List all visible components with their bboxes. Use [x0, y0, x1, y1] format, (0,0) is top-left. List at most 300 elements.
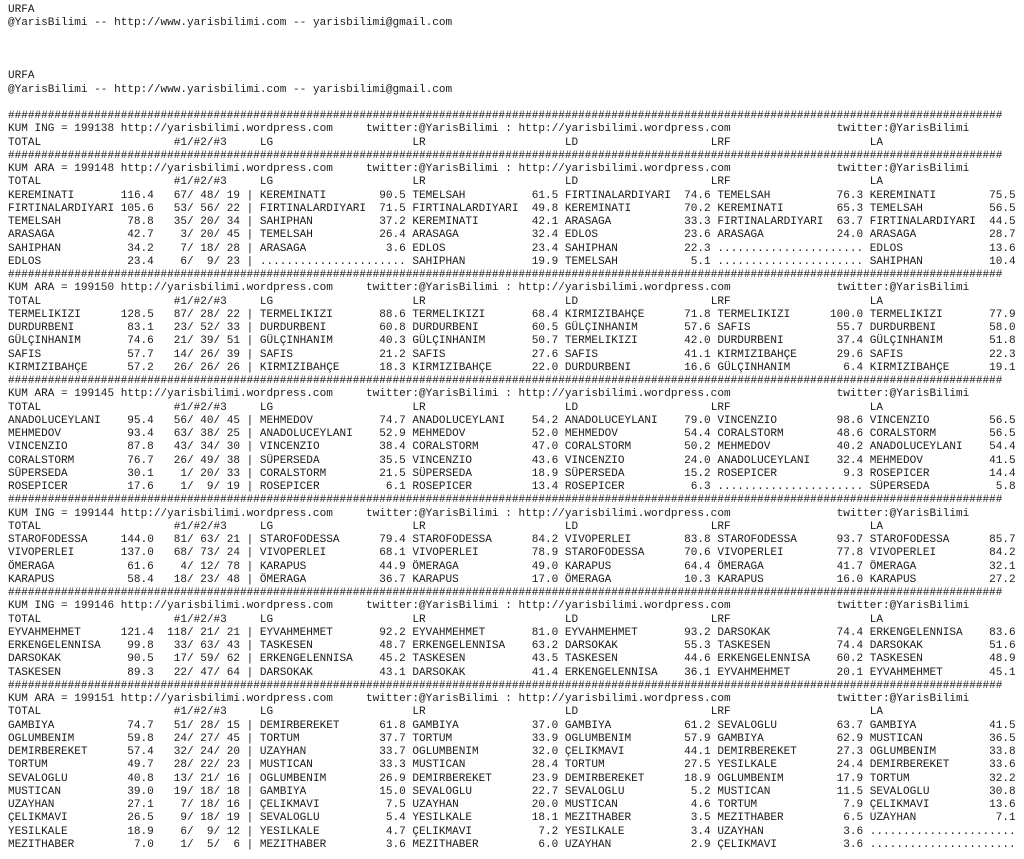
- lrf-score: 63.7: [836, 719, 864, 732]
- placing-2: 26: [200, 348, 214, 361]
- result-row: [8, 349, 1020, 362]
- lr-horse: OGLUMBENIM: [412, 746, 479, 758]
- slash: /: [186, 772, 194, 785]
- slash: /: [186, 759, 194, 772]
- ld-horse: ERKENGELENNISA: [564, 666, 658, 679]
- placing-3: 20: [226, 746, 240, 758]
- la-horse: EYVAHMEHMET: [869, 666, 943, 679]
- slash: /: [186, 229, 194, 242]
- ld-score: 2.9: [690, 838, 711, 851]
- lg-horse: SÜPERSEDA: [259, 454, 320, 467]
- la-horse: KEREMINATI: [869, 189, 937, 202]
- placing-1: 22: [173, 666, 187, 679]
- total-score: 89.3: [127, 666, 154, 679]
- lrf-horse: KIRMIZIBAHÇE: [717, 348, 797, 361]
- lr-score: 49.0: [531, 560, 559, 573]
- slash: /: [213, 216, 221, 228]
- ld-score: 42.0: [684, 335, 711, 348]
- col-header-lr: LR: [412, 401, 426, 414]
- ld-score: 61.2: [684, 719, 711, 732]
- lr-score: 78.9: [531, 547, 559, 560]
- total-score: 83.1: [127, 322, 154, 334]
- la-score: 58.0: [989, 322, 1016, 334]
- column-header-row: [8, 137, 1020, 150]
- blog-link: http://yarisbilimi.wordpress.com: [518, 282, 731, 295]
- lr-horse: VIVOPERLEI: [412, 547, 479, 560]
- placing-3: 28: [226, 242, 240, 255]
- horse-name: UZAYHAN: [8, 799, 55, 811]
- lg-score: 92.2: [379, 626, 406, 639]
- result-row: [8, 256, 1020, 269]
- la-empty-slot: ......................: [869, 825, 1016, 838]
- column-divider: |: [246, 560, 254, 573]
- ld-horse: MUSTICAN: [564, 799, 618, 811]
- placing-3: 62: [226, 653, 240, 666]
- result-row: [8, 309, 1020, 322]
- ld-score: 33.3: [684, 216, 711, 228]
- lrf-empty-slot: ......................: [717, 481, 864, 493]
- site-contact-line: [8, 84, 1020, 97]
- horse-name: GÜLÇINHANIM: [8, 335, 81, 348]
- slash: /: [186, 653, 194, 666]
- la-horse: UZAYHAN: [869, 812, 917, 825]
- slash: /: [186, 785, 194, 798]
- placing-3: 34: [226, 216, 240, 228]
- horse-name: EYVAHMEHMET: [8, 626, 81, 639]
- lrf-horse: STAROFODESSA: [717, 534, 797, 546]
- column-divider: |: [246, 481, 254, 493]
- placing-1: 24: [173, 732, 187, 745]
- slash: /: [213, 812, 221, 825]
- dash-separator: --: [94, 17, 108, 30]
- placing-3: 39: [226, 348, 240, 361]
- lg-score: 18.3: [379, 361, 406, 374]
- col-header-lr: LR: [412, 136, 426, 149]
- lg-horse: CORALSTORM: [259, 467, 327, 480]
- lrf-score: 65.3: [836, 202, 864, 215]
- col-header-ld: LD: [564, 706, 579, 719]
- race-info-line: [8, 123, 1020, 136]
- slash: /: [186, 838, 194, 851]
- ld-horse: GAMBIYA: [564, 719, 612, 732]
- slash: /: [186, 626, 194, 639]
- blog-link: http://yarisbilimi.wordpress.com: [518, 693, 731, 705]
- lr-score: 6.0: [538, 838, 559, 851]
- horse-name: TERMELIKIZI: [8, 308, 81, 321]
- lr-horse: MEHMEDOV: [412, 428, 466, 440]
- lg-horse: SAHIPHAN: [259, 216, 313, 228]
- placing-2: 18: [200, 799, 214, 811]
- lr-horse: TORTUM: [412, 732, 453, 745]
- slash: /: [186, 640, 194, 652]
- ld-horse: TASKESEN: [564, 653, 618, 666]
- lr-score: 22.0: [531, 361, 559, 374]
- placing-3: 33: [226, 322, 240, 334]
- twitter-handle: twitter:@YarisBilimi: [836, 693, 970, 705]
- lg-horse: FIRTINALARDIYARI: [259, 202, 366, 215]
- placing-1: 26: [173, 454, 187, 467]
- colon-separator: :: [505, 282, 512, 295]
- total-score: 74.7: [127, 719, 154, 732]
- blog-link: http://yarisbilimi.wordpress.com: [120, 600, 333, 613]
- placing-2: 56: [200, 202, 214, 215]
- lg-horse: KEREMINATI: [259, 189, 327, 202]
- placing-1: 9: [180, 812, 187, 825]
- slash: /: [186, 216, 194, 228]
- lrf-score: 93.7: [836, 534, 864, 546]
- column-divider: |: [246, 308, 254, 321]
- total-score: 144.0: [120, 534, 154, 546]
- column-divider: |: [246, 202, 254, 215]
- slash: /: [186, 719, 194, 732]
- lg-score: 33.3: [379, 759, 406, 772]
- lrf-horse: DEMIRBEREKET: [717, 746, 797, 758]
- la-score: 30.8: [989, 785, 1016, 798]
- placing-2: 24: [200, 746, 214, 758]
- lg-horse: ÇELIKMAVI: [259, 799, 320, 811]
- city-name: URFA: [8, 70, 35, 83]
- placing-1: 68: [173, 547, 187, 560]
- blank-line: [8, 97, 1020, 110]
- slash: /: [213, 428, 221, 440]
- lg-horse: STAROFODESSA: [259, 534, 340, 546]
- lg-score: 21.2: [379, 348, 406, 361]
- lr-score: 50.7: [531, 335, 559, 348]
- placing-2: 18: [200, 242, 214, 255]
- column-divider: |: [246, 640, 254, 652]
- lrf-score: 6.5: [843, 812, 864, 825]
- lrf-score: 98.6: [836, 414, 864, 427]
- lrf-score: 37.4: [836, 335, 864, 348]
- lg-horse: MEZITHABER: [259, 838, 327, 851]
- total-score: 39.0: [127, 785, 154, 798]
- col-header-lrf: LRF: [710, 401, 731, 414]
- slash: /: [186, 732, 194, 745]
- column-divider: |: [246, 467, 254, 480]
- website-url: http://www.yarisbilimi.com: [114, 17, 287, 30]
- column-header-row: [8, 614, 1020, 627]
- la-score: 83.6: [989, 626, 1016, 639]
- slash: /: [186, 481, 194, 493]
- placing-1: 32: [173, 746, 187, 758]
- lrf-empty-slot: ......................: [717, 255, 864, 268]
- la-horse: SAHIPHAN: [869, 255, 923, 268]
- la-score: 51.8: [989, 335, 1016, 348]
- lg-score: 68.1: [379, 547, 406, 560]
- result-row: [8, 534, 1020, 547]
- placing-2: 21: [200, 626, 214, 639]
- result-row: [8, 720, 1020, 733]
- ld-score: 79.0: [684, 414, 711, 427]
- horse-name: ANADOLUCEYLANI: [8, 414, 101, 427]
- lg-score: 26.9: [379, 772, 406, 785]
- lrf-score: 29.6: [836, 348, 864, 361]
- ld-score: 5.2: [690, 785, 711, 798]
- lr-horse: ANADOLUCEYLANI: [412, 414, 506, 427]
- slash: /: [213, 414, 221, 427]
- blank-line: [8, 31, 1020, 44]
- col-header-total: TOTAL: [8, 136, 42, 149]
- blog-link: http://yarisbilimi.wordpress.com: [120, 163, 333, 175]
- lr-horse: YESILKALE: [412, 812, 473, 825]
- lr-score: 63.2: [531, 640, 559, 652]
- placing-1: 67: [173, 189, 187, 202]
- placing-3: 16: [226, 772, 240, 785]
- placing-3: 26: [226, 361, 240, 374]
- column-divider: |: [246, 441, 254, 454]
- website-url: http://www.yarisbilimi.com: [114, 83, 287, 96]
- column-header-row: [8, 296, 1020, 309]
- placing-1: 21: [173, 335, 187, 348]
- placing-2: 23: [200, 573, 214, 586]
- la-horse: SÜPERSEDA: [869, 481, 930, 493]
- race-id: KUM ARA = 199151: [8, 693, 115, 705]
- lr-horse: FIRTINALARDIYARI: [412, 202, 519, 215]
- lr-horse: CORALSTORM: [412, 441, 479, 454]
- column-divider: |: [246, 322, 254, 334]
- horse-name: ERKENGELENNISA: [8, 640, 101, 652]
- lr-score: 37.0: [531, 719, 559, 732]
- col-header-placings: #1/#2/#3: [173, 401, 227, 414]
- col-header-lrf: LRF: [710, 295, 731, 308]
- ld-horse: KEREMINATI: [564, 202, 632, 215]
- lr-score: 60.5: [531, 322, 559, 334]
- lr-score: 23.4: [531, 242, 559, 255]
- col-header-total: TOTAL: [8, 401, 42, 414]
- ld-score: 3.5: [690, 812, 711, 825]
- col-header-ld: LD: [564, 613, 579, 626]
- la-score: 7.1: [995, 812, 1016, 825]
- column-divider: |: [246, 759, 254, 772]
- lg-score: 74.7: [379, 414, 406, 427]
- total-score: 7.0: [133, 838, 154, 851]
- total-score: 17.6: [127, 481, 154, 493]
- lrf-horse: ÇELIKMAVI: [717, 838, 777, 851]
- slash: /: [186, 255, 194, 268]
- placing-1: 23: [173, 322, 187, 334]
- col-header-lr: LR: [412, 295, 426, 308]
- la-score: 77.9: [989, 308, 1016, 321]
- la-score: 32.2: [989, 772, 1016, 785]
- column-divider: |: [246, 335, 254, 348]
- hash-rule: ######################################################################################################################################################: [8, 587, 1003, 599]
- column-header-row: [8, 706, 1020, 719]
- lr-horse: SEVALOGLU: [412, 785, 473, 798]
- placing-3: 30: [226, 441, 240, 454]
- la-score: 36.5: [989, 732, 1016, 745]
- col-header-lr: LR: [412, 613, 426, 626]
- lrf-score: 11.5: [836, 785, 864, 798]
- slash: /: [186, 547, 194, 560]
- horse-name: ARASAGA: [8, 229, 55, 242]
- lr-score: 41.4: [531, 666, 559, 679]
- colon-separator: :: [505, 163, 512, 175]
- placing-1: 81: [173, 534, 187, 546]
- lr-horse: GAMBIYA: [412, 719, 459, 732]
- total-score: 40.8: [127, 772, 154, 785]
- slash: /: [213, 825, 221, 838]
- lr-score: 47.0: [531, 441, 559, 454]
- lr-score: 33.9: [531, 732, 559, 745]
- slash: /: [186, 534, 194, 546]
- twitter-handle: twitter:@YarisBilimi: [365, 123, 499, 136]
- lg-score: 7.5: [385, 799, 406, 811]
- ld-score: 54.4: [684, 428, 711, 440]
- ld-score: 50.2: [684, 441, 711, 454]
- lr-score: 27.6: [531, 348, 559, 361]
- lg-horse: GAMBIYA: [259, 785, 307, 798]
- column-divider: |: [246, 799, 254, 811]
- col-header-lg: LG: [259, 706, 274, 719]
- lg-horse: KIRMIZIBAHÇE: [259, 361, 340, 374]
- slash: /: [213, 785, 221, 798]
- lr-horse: EYVAHMEHMET: [412, 626, 486, 639]
- lg-score: 36.7: [379, 573, 406, 586]
- slash: /: [186, 573, 194, 586]
- lr-score: 22.7: [531, 785, 559, 798]
- placing-2: 48: [200, 189, 214, 202]
- placing-2: 12: [200, 560, 214, 573]
- placing-3: 45: [226, 414, 240, 427]
- twitter-handle: @YarisBilimi: [8, 83, 88, 96]
- lrf-score: 48.6: [836, 428, 864, 440]
- ld-horse: ROSEPICER: [564, 481, 625, 493]
- lr-horse: MUSTICAN: [412, 759, 466, 772]
- placing-1: 3: [180, 229, 187, 242]
- placing-2: 28: [200, 308, 214, 321]
- total-score: 99.8: [127, 640, 154, 652]
- lr-score: 84.2: [531, 534, 559, 546]
- lg-score: 38.4: [379, 441, 406, 454]
- result-row: [8, 799, 1020, 812]
- ld-horse: MEHMEDOV: [564, 428, 618, 440]
- separator-line: [8, 587, 1020, 600]
- ld-score: 3.4: [690, 825, 711, 838]
- horse-name: KARAPUS: [8, 573, 55, 586]
- column-divider: |: [246, 189, 254, 202]
- hash-rule: ######################################################################################################################################################: [8, 110, 1003, 122]
- lrf-score: 60.2: [836, 653, 864, 666]
- la-horse: KARAPUS: [869, 573, 917, 586]
- lr-horse: DURDURBENI: [412, 322, 479, 334]
- lr-horse: ERKENGELENNISA: [412, 640, 506, 652]
- la-score: 56.5: [989, 428, 1016, 440]
- blog-link: http://yarisbilimi.wordpress.com: [120, 693, 333, 705]
- ld-score: 18.9: [684, 772, 711, 785]
- ld-horse: SÜPERSEDA: [564, 467, 625, 480]
- result-row: [8, 468, 1020, 481]
- slash: /: [213, 799, 221, 811]
- horse-name: TEMELSAH: [8, 216, 62, 228]
- lrf-score: 7.9: [843, 799, 864, 811]
- col-header-total: TOTAL: [8, 613, 42, 626]
- slash: /: [213, 242, 221, 255]
- lrf-score: 55.7: [836, 322, 864, 334]
- ld-horse: SAHIPHAN: [564, 242, 618, 255]
- col-header-placings: #1/#2/#3: [173, 706, 227, 719]
- blank-line: [8, 57, 1020, 70]
- slash: /: [186, 348, 194, 361]
- separator-line: [8, 375, 1020, 388]
- column-divider: |: [246, 414, 254, 427]
- total-score: 121.4: [120, 626, 154, 639]
- total-score: 57.4: [127, 746, 154, 758]
- placing-2: 22: [200, 759, 214, 772]
- column-divider: |: [246, 361, 254, 374]
- result-row: [8, 441, 1020, 454]
- slash: /: [213, 838, 221, 851]
- separator-line: [8, 680, 1020, 693]
- lr-horse: TASKESEN: [412, 653, 466, 666]
- race-id: KUM ARA = 199145: [8, 388, 115, 401]
- la-horse: ANADOLUCEYLANI: [869, 441, 963, 454]
- col-header-la: LA: [869, 136, 884, 149]
- lg-score: 88.6: [379, 308, 406, 321]
- colon-separator: :: [505, 600, 512, 613]
- total-score: 95.4: [127, 414, 154, 427]
- slash: /: [186, 189, 194, 202]
- lr-horse: VINCENZIO: [412, 454, 473, 467]
- col-header-lr: LR: [412, 706, 426, 719]
- column-header-row: [8, 521, 1020, 534]
- total-score: 49.7: [127, 759, 154, 772]
- total-score: 93.4: [127, 428, 154, 440]
- lg-score: 37.2: [379, 216, 406, 228]
- lr-score: 49.8: [531, 202, 559, 215]
- lr-score: 28.4: [531, 759, 559, 772]
- lrf-horse: DARSOKAK: [717, 626, 771, 639]
- lg-score: 61.8: [379, 719, 406, 732]
- horse-name: SEVALOGLU: [8, 772, 68, 785]
- column-divider: |: [246, 732, 254, 745]
- la-score: 44.5: [989, 216, 1016, 228]
- slash: /: [186, 322, 194, 334]
- lg-horse: OGLUMBENIM: [259, 772, 327, 785]
- lrf-horse: ANADOLUCEYLANI: [717, 454, 811, 467]
- blog-link: http://yarisbilimi.wordpress.com: [120, 507, 333, 520]
- lr-score: 42.1: [531, 216, 559, 228]
- placing-1: 43: [173, 441, 187, 454]
- lrf-horse: VIVOPERLEI: [717, 547, 784, 560]
- race-info-line: [8, 388, 1020, 401]
- lg-score: 79.4: [379, 534, 406, 546]
- ld-horse: KARAPUS: [564, 560, 612, 573]
- slash: /: [213, 719, 221, 732]
- slash: /: [213, 189, 221, 202]
- lrf-horse: EYVAHMEHMET: [717, 666, 791, 679]
- lg-score: 26.4: [379, 229, 406, 242]
- placing-1: 7: [180, 242, 187, 255]
- slash: /: [213, 467, 221, 480]
- placing-2: 39: [200, 335, 214, 348]
- result-row: [8, 547, 1020, 560]
- ld-score: 16.6: [684, 361, 711, 374]
- blog-link: http://yarisbilimi.wordpress.com: [518, 123, 731, 136]
- lrf-score: 41.7: [836, 560, 864, 573]
- lrf-score: 74.4: [836, 626, 864, 639]
- col-header-placings: #1/#2/#3: [173, 520, 227, 533]
- placing-2: 52: [200, 322, 214, 334]
- result-row: [8, 733, 1020, 746]
- column-divider: |: [246, 666, 254, 679]
- la-score: 13.6: [989, 799, 1016, 811]
- lr-score: 81.0: [531, 626, 559, 639]
- lrf-score: 74.4: [836, 640, 864, 652]
- lg-score: 5.4: [385, 812, 406, 825]
- la-horse: STAROFODESSA: [869, 534, 950, 546]
- slash: /: [186, 812, 194, 825]
- la-score: 45.1: [989, 666, 1016, 679]
